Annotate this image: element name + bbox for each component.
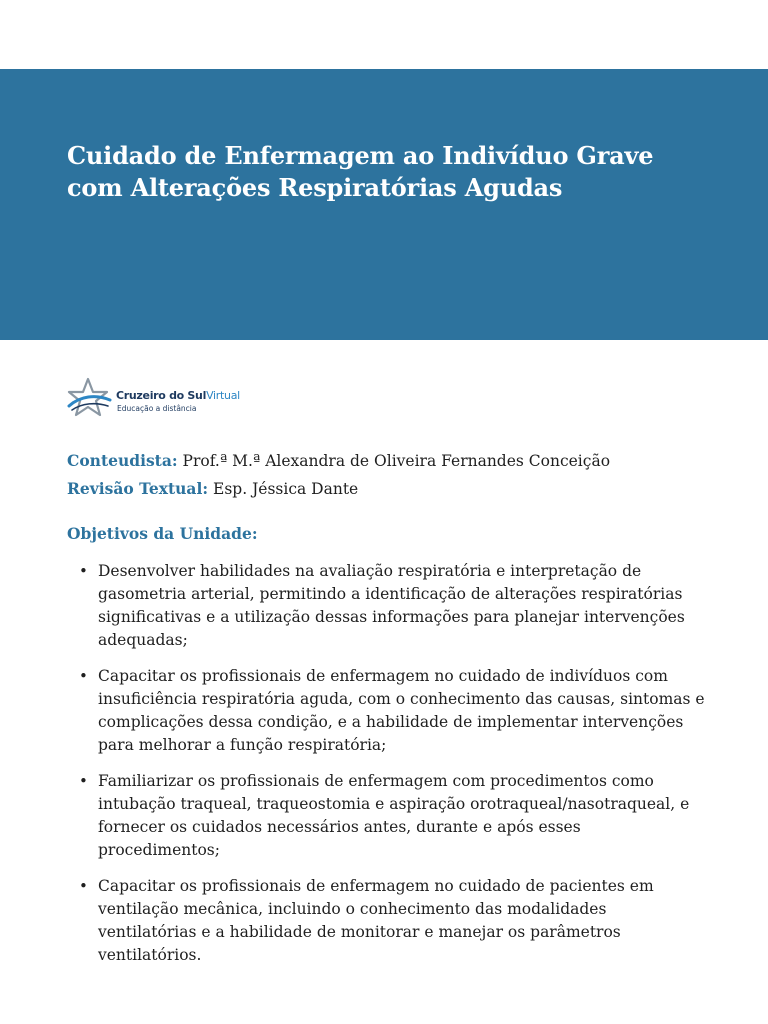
objective-text: Capacitar os profissionais de enfermagem no cuidado de pacientes em ventilação mecânica, incluindo o conhecimento das modalidades ventilatórias e a habilidade de monitorar e manejar os parâmetros ventilatórios.: [98, 877, 654, 964]
author-label: Conteudista:: [67, 451, 178, 470]
document-title: [67, 140, 727, 204]
objective-text: Capacitar os profissionais de enfermagem no cuidado de indivíduos com insuficiência respiratória aguda, com o conhecimento das causas, sintomas e complicações dessa condição, e a habilidade de implementar intervenções para melhorar a função respiratória;: [98, 667, 705, 754]
author-row: [67, 447, 610, 475]
review-row: [67, 475, 610, 503]
bullet-icon: •: [79, 562, 88, 580]
title-banner: [0, 69, 768, 340]
objective-item: [67, 560, 707, 652]
cruzeiro-do-sul-logo: [66, 376, 246, 420]
objectives-list: [67, 560, 707, 980]
objective-item: [67, 875, 707, 967]
logo-name: [116, 389, 240, 402]
objective-item: [67, 665, 707, 757]
document-title-line-1: Cuidado de Enfermagem ao Indivíduo Grave: [67, 141, 654, 170]
review-label: Revisão Textual:: [67, 479, 209, 498]
bullet-icon: •: [79, 667, 88, 685]
document-title-line-2: com Alterações Respiratórias Agudas: [67, 173, 563, 202]
bullet-icon: •: [79, 772, 88, 790]
objective-text: Desenvolver habilidades na avaliação respiratória e interpretação de gasometria arterial, permitindo a identificação de alterações respiratórias significativas e a utilização dessas informações para planejar intervenções adequadas;: [98, 562, 685, 649]
logo-name-accent: Virtual: [206, 389, 240, 402]
star-logo-icon: [66, 376, 112, 420]
credits-block: [67, 447, 610, 503]
logo-tagline: Educação a distância: [117, 404, 197, 413]
objectives-heading: Objetivos da Unidade:: [67, 524, 258, 543]
bullet-icon: •: [79, 877, 88, 895]
objective-text: Familiarizar os profissionais de enfermagem com procedimentos como intubação traqueal, traqueostomia e aspiração orotraqueal/nasotraqueal, e fornecer os cuidados necessários antes, durante e após esses procedimentos;: [98, 772, 690, 859]
logo-name-main: Cruzeiro do Sul: [116, 389, 207, 402]
objective-item: [67, 770, 707, 862]
review-value: Esp. Jéssica Dante: [208, 480, 359, 498]
author-value: Prof.ª M.ª Alexandra de Oliveira Fernandes Conceição: [177, 452, 611, 470]
